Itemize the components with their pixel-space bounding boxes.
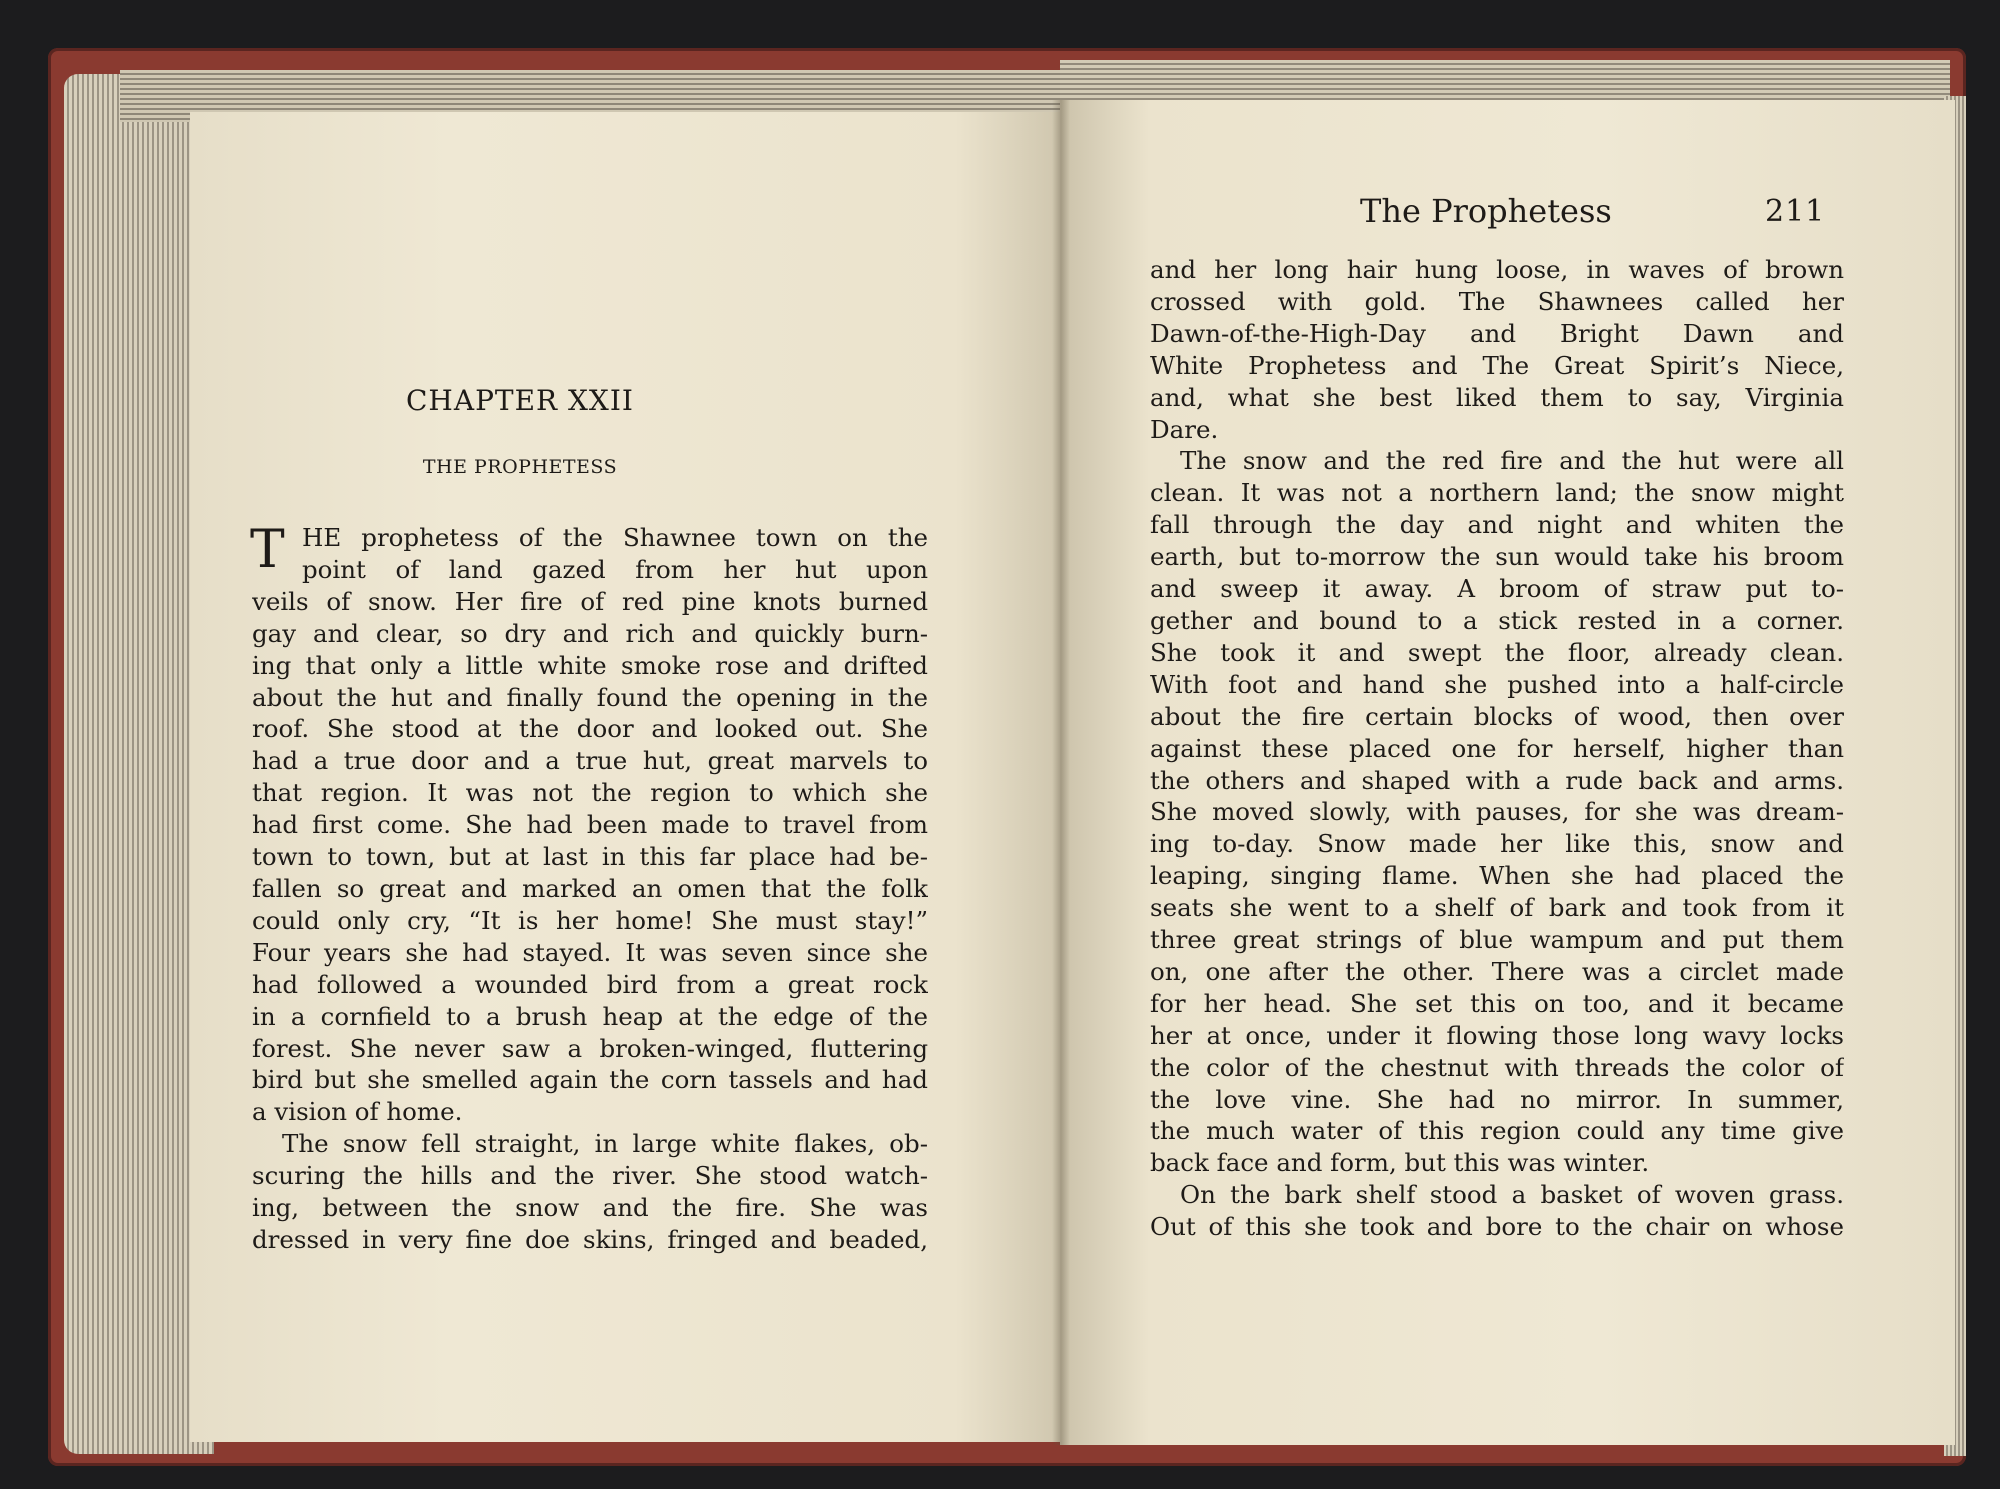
chapter-title: THE PROPHETESS [422, 456, 618, 478]
book-gutter [1052, 100, 1070, 1445]
text-line: clean. It was not a northern land; the snow might [1150, 478, 1844, 508]
text-line: that region. It was not the region to which she [252, 778, 928, 808]
text-line: ing that only a little white smoke rose and drifted [252, 650, 928, 680]
text-line: back face and form, but this was winter. [1150, 1148, 1650, 1178]
text-line: about the hut and finally found the opening in the [252, 682, 928, 712]
chapter-heading: CHAPTER XXII [406, 384, 634, 417]
left-page [190, 112, 1060, 1442]
text-line: the much water of this region could any time give [1150, 1116, 1844, 1146]
right-page [1060, 100, 1955, 1445]
text-line: ing to-day. Snow made her like this, snow and [1150, 829, 1844, 859]
text-line: her at once, under it flowing those long wavy locks [1150, 1020, 1844, 1050]
text-line: roof. She stood at the door and looked out. She [252, 714, 928, 744]
text-line: about the fire certain blocks of wood, then over [1150, 701, 1844, 731]
text-line: point of land gazed from her hut upon [302, 554, 928, 584]
text-line: the others and shaped with a rude back and arms. [1150, 765, 1844, 795]
text-line: With foot and hand she pushed into a half-circle [1150, 669, 1844, 699]
text-line: The snow fell straight, in large white flakes, ob- [282, 1129, 928, 1159]
running-title: The Prophetess [1360, 192, 1612, 230]
text-line: town to town, but at last in this far place had be- [252, 842, 928, 872]
text-line: seats she went to a shelf of bark and took from it [1150, 893, 1844, 923]
text-line: gether and bound to a stick rested in a corner. [1150, 605, 1844, 635]
text-line: She took it and swept the floor, already clean. [1150, 637, 1844, 667]
text-line: She moved slowly, with pauses, for she was dream- [1150, 797, 1844, 827]
text-line: and sweep it away. A broom of straw put to- [1150, 574, 1844, 604]
text-line: the color of the chestnut with threads the color of [1150, 1052, 1844, 1082]
text-line: On the bark shelf stood a basket of woven grass. [1180, 1180, 1844, 1210]
right-page-text [1150, 254, 1844, 1243]
text-line: and, what she best liked them to say, Virginia [1150, 382, 1844, 412]
text-line: for her head. She set this on too, and it became [1150, 988, 1844, 1018]
text-line: Dawn-of-the-High-Day and Bright Dawn and [1150, 318, 1844, 348]
text-line: gay and clear, so dry and rich and quickly burn- [252, 618, 928, 648]
text-line: Dare. [1150, 414, 1219, 444]
text-line: and her long hair hung loose, in waves of brown [1150, 255, 1844, 284]
page-number: 211 [1765, 194, 1826, 229]
text-line: ing, between the snow and the fire. She was [252, 1193, 928, 1223]
text-line: in a cornfield to a brush heap at the edge of the [252, 1001, 928, 1031]
text-line: scuring the hills and the river. She stood watch- [252, 1161, 928, 1191]
text-line: had first come. She had been made to travel from [252, 810, 928, 840]
text-line: against these placed one for herself, higher than [1150, 733, 1844, 763]
text-line: fallen so great and marked an omen that the folk [252, 873, 928, 903]
text-line: had followed a wounded bird from a great rock [252, 969, 928, 999]
text-line: fall through the day and night and whiten the [1150, 510, 1844, 540]
text-line: dressed in very fine doe skins, fringed and beaded, [252, 1224, 928, 1254]
text-line: earth, but to-morrow the sun would take his broom [1150, 542, 1844, 572]
text-line: White Prophetess and The Great Spirit’s Niece, [1150, 350, 1844, 380]
text-line: had a true door and a true hut, great marvels to [252, 746, 928, 776]
text-line: veils of snow. Her fire of red pine knots burned [252, 586, 928, 616]
drop-cap: T [250, 520, 285, 580]
text-line: HE prophetess of the Shawnee town on the [302, 523, 928, 552]
text-line: the love vine. She had no mirror. In summer, [1150, 1084, 1844, 1114]
text-line: leaping, singing flame. When she had placed the [1150, 861, 1844, 891]
text-line: The snow and the red fire and the hut were all [1180, 446, 1844, 476]
text-line: on, one after the other. There was a circlet made [1150, 956, 1844, 986]
text-line: crossed with gold. The Shawnees called her [1150, 286, 1844, 316]
text-line: three great strings of blue wampum and put them [1150, 925, 1844, 955]
text-line: Four years she had stayed. It was seven since she [252, 937, 928, 967]
left-page-text [252, 522, 928, 1256]
text-line: a vision of home. [252, 1097, 463, 1127]
text-line: bird but she smelled again the corn tassels and had [252, 1065, 928, 1095]
text-line: Out of this she took and bore to the chair on whose [1150, 1212, 1844, 1242]
text-line: could only cry, “It is her home! She must stay!” [252, 905, 928, 935]
text-line: forest. She never saw a broken-winged, fluttering [252, 1033, 928, 1063]
